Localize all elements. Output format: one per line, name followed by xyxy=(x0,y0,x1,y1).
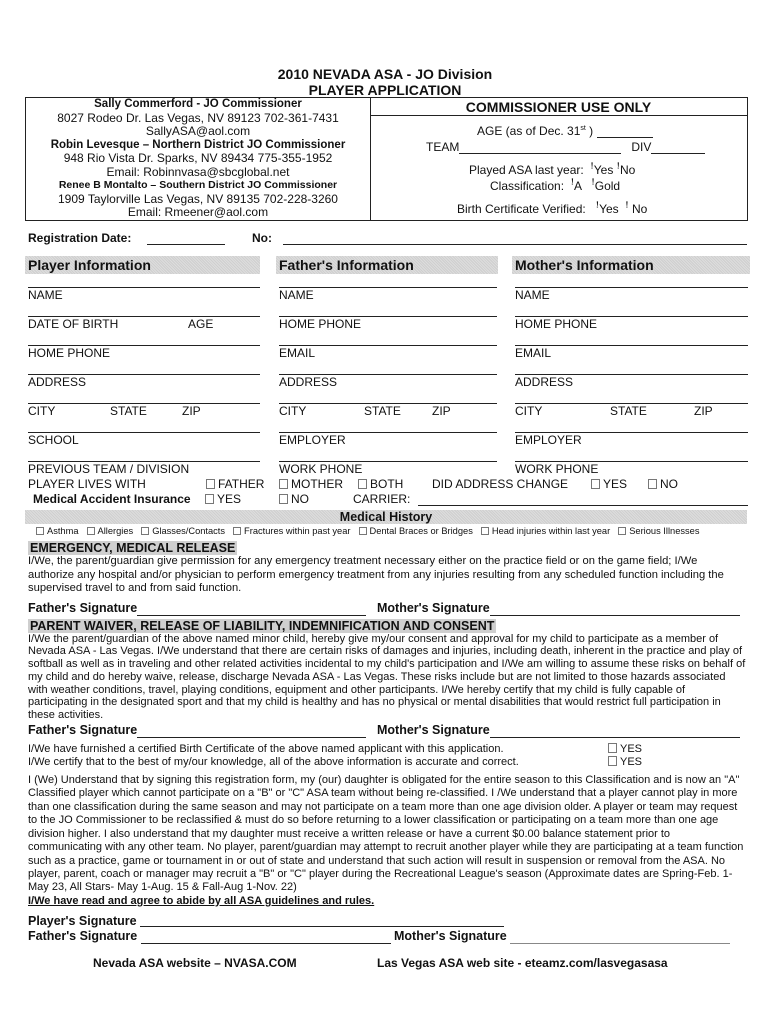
father-field-label: HOME PHONE xyxy=(279,317,362,331)
header-box xyxy=(25,97,748,221)
field-sublabel: ZIP xyxy=(694,404,713,418)
birth-certificate-field[interactable]: Birth Certificate Verified: ꜝYes ꜝ No xyxy=(457,202,648,216)
insurance-no-checkbox[interactable]: NO xyxy=(279,492,309,506)
contact-address: 1909 Taylorville Las Vegas, NV 89135 702-228-3260 xyxy=(58,191,338,206)
player-signature[interactable]: Player's Signature xyxy=(28,914,746,929)
medical-checkbox[interactable]: Asthma xyxy=(36,526,79,536)
father-field-label: EMAIL xyxy=(279,346,316,360)
certify-row-birth xyxy=(28,743,746,756)
field-sublabel: AGE xyxy=(188,317,214,331)
lvasa-website[interactable]: Las Vegas ASA web site - eteamz.com/lasvegasasa xyxy=(377,956,668,971)
mother-field-label: EMAIL xyxy=(515,346,552,360)
address-change-label: DID ADDRESS CHANGE xyxy=(432,477,569,491)
player-field-label: CITY xyxy=(28,404,56,418)
registration-no-label: No: xyxy=(252,231,272,245)
medical-history-options xyxy=(36,525,707,537)
age-field[interactable]: AGE (as of Dec. 31st ) xyxy=(477,124,653,138)
played-asa-field[interactable]: Played ASA last year: ꜝYes ꜝNo xyxy=(469,163,636,177)
insurance-yes-checkbox[interactable]: YES xyxy=(205,492,241,506)
field-sublabel: ZIP xyxy=(182,404,201,418)
waiver-text: I/We the parent/guardian of the above named minor child, hereby give my/our consent and approval for my child to participate as a member of Nevada ASA - Las Vegas. I/We understand that there are certain risks of damages and injuries, including death, inherent in the practice and play of softball as well as in traveling and other related activities incidental to my child's participation and I/We am willing to assume these risks on behalf of my child and do hereby waive, release, discharge Nevada ASA - Las Vegas. These risks include but are not limited to those hazards associated with weather conditions, travel, playing conditions, equipment and other participants. I/We hereby certify that my child is fully capable of participating in the designated sport and that my child is healthy and has no physical or mental disabilities that would restrict full participation in these activities. xyxy=(28,632,746,722)
commissioner-title: COMMISSIONER USE ONLY xyxy=(465,99,652,115)
father-signature-1[interactable]: Father's Signature xyxy=(28,601,377,616)
lower-section xyxy=(28,541,746,970)
player-field-label: SCHOOL xyxy=(28,433,79,447)
contacts xyxy=(26,98,370,220)
accuracy-statement: I/We certify that to the best of my/our knowledge, all of the above information is accurate and correct. xyxy=(28,756,519,769)
mother-field-line[interactable] xyxy=(515,287,748,288)
father-field-label: WORK PHONE xyxy=(279,462,363,476)
father-info-header: Father's Information xyxy=(276,256,498,274)
contact-email: Email: Robinnvasa@sbcglobal.net xyxy=(106,164,290,179)
father-signature-2[interactable]: Father's Signature xyxy=(28,723,377,738)
address-change-no-checkbox[interactable]: NO xyxy=(648,477,678,491)
player-field-label: DATE OF BIRTH xyxy=(28,317,119,331)
emergency-release-text: I/We, the parent/guardian give permission for any emergency treatment necessary either on the practice field or on the game field; I/We authorize any hospital and/or physician to perform emergency treatment from any injuries resulting from any scheduled function including the supervised travel to and from said function. xyxy=(28,555,724,594)
field-sublabel: STATE xyxy=(110,404,147,418)
lives-mother-checkbox[interactable]: MOTHER xyxy=(279,477,343,491)
accuracy-yes-checkbox[interactable]: YES xyxy=(608,756,642,769)
contact-name: Sally Commerford - JO Commissioner xyxy=(94,98,302,110)
mother-signature-2[interactable]: Mother's Signature xyxy=(377,723,740,738)
field-sublabel: ZIP xyxy=(432,404,451,418)
player-field-label: HOME PHONE xyxy=(28,346,111,360)
field-sublabel: STATE xyxy=(610,404,647,418)
mother-signature-1[interactable]: Mother's Signature xyxy=(377,601,740,616)
field-sublabel: STATE xyxy=(364,404,401,418)
birth-certificate-statement: I/We have furnished a certified Birth Certificate of the above named applicant with this application. xyxy=(28,743,504,756)
player-field-label: ADDRESS xyxy=(28,375,87,389)
team-field[interactable]: TEAM DIV xyxy=(426,140,705,154)
address-change-yes-checkbox[interactable]: YES xyxy=(591,477,627,491)
agreement-text: I (We) Understand that by signing this registration form, my (our) daughter is obligated for the entire season to this Classification and is now an "A" Classified player which cannot participate on a "B" or "C" ASA team without being re-classified. I /We understand that a player cannot play in more than one classification during the same season and may not participate on a team more than one age division older. A player or team may request to the JO Commissioner to be reclassified & must do so before returning to a lower classification or participating on a team more than one age division higher. I also understand that my daughter must receive a written release or have a current $0.00 balance statement prior to communicating with any other team. No player, parent/guardian may attempt to recruit another player while they are participating at a team function such as a practice, game or tournament in or out of state and understand that such action will result in suspension or removal from the ASA. No player, parent, coach or manager may recruit a "B" or "C" player during the Recreational League's season (Approximate dates are Spring-Feb. 1-May 23, All Stars- May 1-Aug. 15 & Fall-Aug 1-Nov. 22) xyxy=(28,774,744,894)
contact-name: Robin Levesque – Northern District JO Commissioner xyxy=(50,138,346,151)
mother-signature-3[interactable]: Mother's Signature xyxy=(394,929,730,944)
mother-field-label: WORK PHONE xyxy=(515,462,599,476)
registration-no-input[interactable] xyxy=(283,244,747,245)
form-subtitle: PLAYER APPLICATION xyxy=(308,82,462,98)
medical-checkbox[interactable]: Fractures within past year xyxy=(233,526,350,536)
father-field-label: ADDRESS xyxy=(279,375,338,389)
registration-date-input[interactable] xyxy=(147,244,225,245)
signature-row-3 xyxy=(28,929,746,944)
signature-row-1 xyxy=(28,601,746,616)
registration-date-label: Registration Date: xyxy=(28,231,132,245)
medical-checkbox[interactable]: Allergies xyxy=(87,526,134,536)
mother-info-header: Mother's Information xyxy=(512,256,750,274)
certify-row-accuracy xyxy=(28,756,746,769)
mother-field-label: CITY xyxy=(515,404,543,418)
father-field-label: EMPLOYER xyxy=(279,433,346,447)
father-signature-3[interactable]: Father's Signature xyxy=(28,929,394,944)
player-field-label: NAME xyxy=(28,288,63,302)
waiver-title: PARENT WAIVER, RELEASE OF LIABILITY, INDEMNIFICATION AND CONSENT xyxy=(30,618,495,633)
contact-address: 8027 Rodeo Dr. Las Vegas, NV 89123 702-361-7431 xyxy=(57,110,339,125)
carrier-input[interactable] xyxy=(418,505,748,506)
contact-email: Email: Rmeener@aol.com xyxy=(127,205,269,219)
medical-history-header: Medical History xyxy=(25,510,747,524)
contact-address: 948 Rio Vista Dr. Sparks, NV 89434 775-355-1952 xyxy=(63,151,333,165)
mother-field-label: NAME xyxy=(515,288,550,302)
medical-checkbox[interactable]: Glasses/Contacts xyxy=(141,526,225,536)
signature-row-2 xyxy=(28,723,746,738)
birth-certificate-yes-checkbox[interactable]: YES xyxy=(608,743,642,756)
mother-field-label: EMPLOYER xyxy=(515,433,582,447)
contact-email: SallyASA@aol.com xyxy=(145,124,251,138)
classification-field[interactable]: Classification: ꜝA ꜝGold xyxy=(490,179,621,193)
lives-both-checkbox[interactable]: BOTH xyxy=(358,477,403,491)
lives-father-checkbox[interactable]: FATHER xyxy=(206,477,264,491)
medical-checkbox[interactable]: Head injuries within last year xyxy=(481,526,610,536)
father-field-label: CITY xyxy=(279,404,307,418)
nvasa-website[interactable]: Nevada ASA website – NVASA.COM xyxy=(93,956,297,971)
carrier-label: CARRIER: xyxy=(353,492,411,506)
medical-checkbox[interactable]: Serious Illnesses xyxy=(618,526,699,536)
player-field-line[interactable] xyxy=(28,287,260,288)
emergency-release-title: EMERGENCY, MEDICAL RELEASE xyxy=(30,541,236,555)
father-field-label: NAME xyxy=(279,288,314,302)
mother-field-label: HOME PHONE xyxy=(515,317,598,331)
agreement-statement: I/We have read and agree to abide by all ASA guidelines and rules. xyxy=(28,894,375,907)
contact-name: Renee B Montalto – Southern District JO Commissioner xyxy=(58,179,338,191)
mother-field-label: ADDRESS xyxy=(515,375,574,389)
player-info-header: Player Information xyxy=(25,256,260,274)
footer xyxy=(28,956,746,970)
insurance-label: Medical Accident Insurance xyxy=(33,492,191,506)
medical-checkbox[interactable]: Dental Braces or Bridges xyxy=(359,526,473,536)
player-field-label: PREVIOUS TEAM / DIVISION xyxy=(28,462,190,476)
form-title: 2010 NEVADA ASA - JO Division xyxy=(277,66,493,82)
lives-with-label: PLAYER LIVES WITH xyxy=(28,477,146,491)
